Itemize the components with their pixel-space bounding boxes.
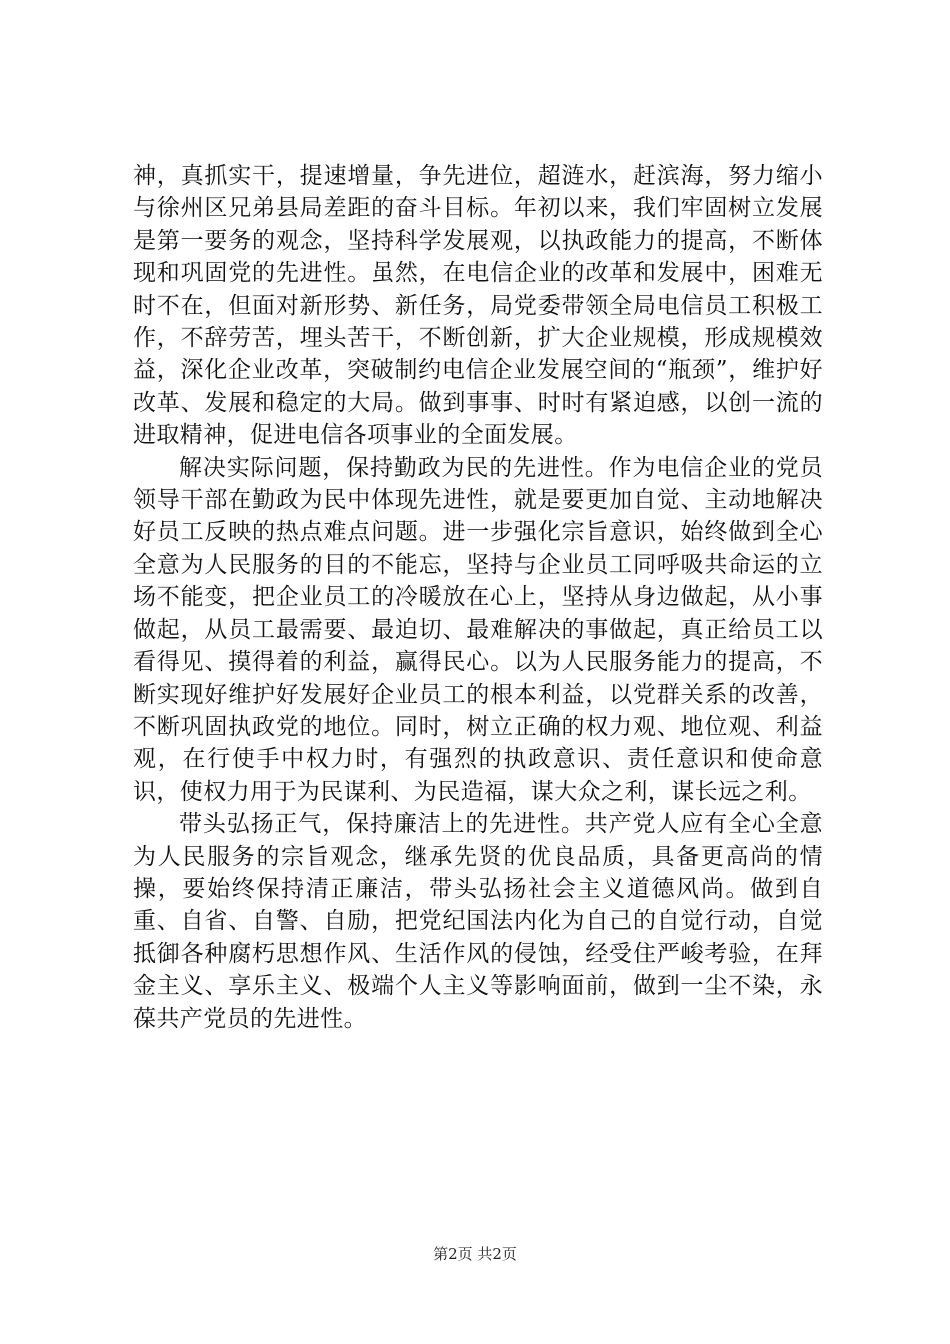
paragraph-continuation: 神，真抓实干，提速增量，争先进位，超涟水，赶滨海，努力缩小与徐州区兄弟县局差距的奋斗目标。年初以来，我们牢固树立发展是第一要务的观念，坚持科学发展观，以执政能力的提高，不断体现和巩固党的先进性。虽然，在电信企业的改革和发展中，困难无时不在，但面对新形势、新任务，局党委带领全局电信员工积极工作，不辞劳苦，埋头苦干，不断创新，扩大企业规模，形成规模效益，深化企业改革，突破制约电信企业发展空间的“瓶颈”，维护好改革、发展和稳定的大局。做到事事、时时有紧迫感，以创一流的进取精神，促进电信各项事业的全面发展。 <box>133 163 823 449</box>
document-body <box>133 160 823 1035</box>
page-footer: 第2页 共2页 <box>433 1245 517 1263</box>
paragraph-diligent-governance: 解决实际问题，保持勤政为民的先进性。作为电信企业的党员领导干部在勤政为民中体现先进性，就是要更加自觉、主动地解决好员工反映的热点难点问题。进一步强化宗旨意识，始终做到全心全意为人民服务的目的不能忘，坚持与企业员工同呼吸共命运的立场不能变，把企业员工的冷暖放在心上，坚持从身边做起，从小事做起，从员工最需要、最迫切、最难解决的事做起，真正给员工以看得见、摸得着的利益，赢得民心。以为人民服务能力的提高，不断实现好维护好发展好企业员工的根本利益，以党群关系的改善，不断巩固执政党的地位。同时，树立正确的权力观、地位观、利益观，在行使手中权力时，有强烈的执政意识、责任意识和使命意识，使权力用于为民谋利、为民造福，谋大众之利，谋长远之利。 <box>133 454 823 805</box>
paragraph-integrity: 带头弘扬正气，保持廉洁上的先进性。共产党人应有全心全意为人民服务的宗旨观念，继承先贤的优良品质，具备更高尚的情操，要始终保持清正廉洁，带头弘扬社会主义道德风尚。做到自重、自省、自警、自励，把党纪国法内化为自己的自觉行动，自觉抵御各种腐朽思想作风、生活作风的侵蚀，经受住严峻考验，在拜金主义、享乐主义、极端个人主义等影响面前，做到一尘不染，永葆共产党员的先进性。 <box>133 811 823 1032</box>
